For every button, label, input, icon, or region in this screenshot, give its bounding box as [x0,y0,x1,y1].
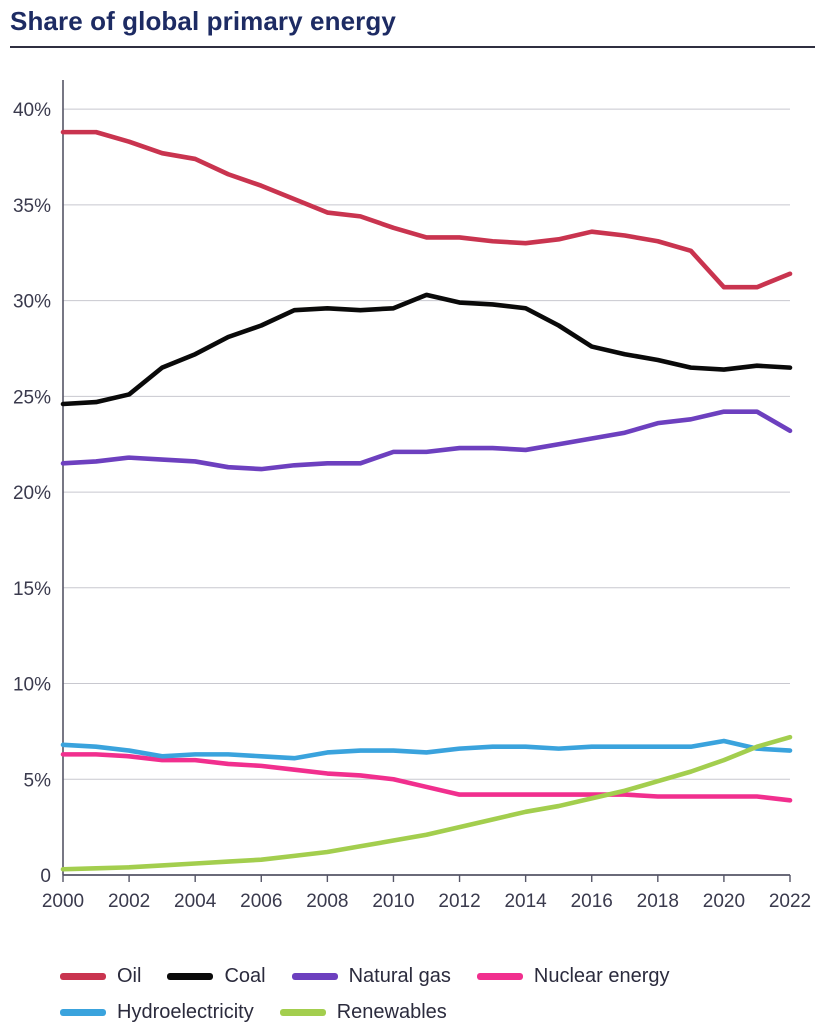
legend-label: Renewables [336,1000,447,1023]
y-axis-tick-label: 30% [12,291,51,313]
series-line-natural-gas [63,412,790,469]
y-axis-tick-label: 0 [40,866,51,887]
legend-label: Oil [117,964,142,987]
legend-label: Natural gas [348,964,451,987]
y-axis-tick-label: 5% [23,770,51,792]
legend-swatch-icon [60,973,106,980]
x-axis-tick-label: 2014 [504,891,547,912]
x-axis-tick-label: 2008 [306,891,349,912]
legend-item-hydroelectricity[interactable] [60,1001,254,1024]
legend-swatch-icon [167,973,213,980]
chart-area [0,60,825,940]
legend-swatch-icon [280,1009,326,1016]
legend-item-natural-gas[interactable] [292,965,451,988]
legend-item-coal[interactable] [167,965,265,988]
x-axis-tick-label: 2006 [240,891,283,912]
x-axis-tick-label: 2020 [702,891,746,912]
y-axis-tick-label: 20% [12,483,51,505]
legend-label: Nuclear energy [533,964,670,987]
legend-swatch-icon [292,973,338,980]
legend-item-oil[interactable] [60,965,141,988]
series-line-oil [63,132,790,287]
x-axis-tick-label: 2000 [41,891,85,912]
x-axis-tick-label: 2002 [107,891,151,912]
page-title: Share of global primary energy [10,6,396,36]
x-axis-tick-label: 2012 [438,891,481,912]
legend-swatch-icon [60,1009,106,1016]
legend-row-primary [60,958,820,994]
chart-legend [60,958,820,1030]
x-axis-tick-label: 2022 [768,891,812,912]
y-axis-tick-label: 25% [12,387,51,409]
series-line-hydroelectricity [63,741,790,758]
x-axis-tick-label: 2018 [636,891,679,912]
series-line-coal [63,295,790,404]
x-axis-tick-label: 2010 [372,891,415,912]
title-divider [10,46,815,48]
legend-row-secondary [60,994,820,1030]
y-axis-tick-label: 10% [12,674,51,696]
legend-label: Coal [224,964,266,987]
legend-swatch-icon [477,973,523,980]
x-axis-tick-label: 2004 [174,891,217,912]
legend-label: Hydroelectricity [117,1000,254,1023]
y-axis-tick-label: 40% [12,100,51,122]
y-axis-tick-label: 15% [12,578,51,600]
line-chart [0,60,825,940]
series-line-nuclear-energy [63,754,790,800]
x-axis-tick-label: 2016 [570,891,613,912]
legend-item-renewables[interactable] [280,1001,447,1024]
y-axis-tick-label: 35% [12,195,51,217]
legend-item-nuclear-energy[interactable] [477,965,670,988]
